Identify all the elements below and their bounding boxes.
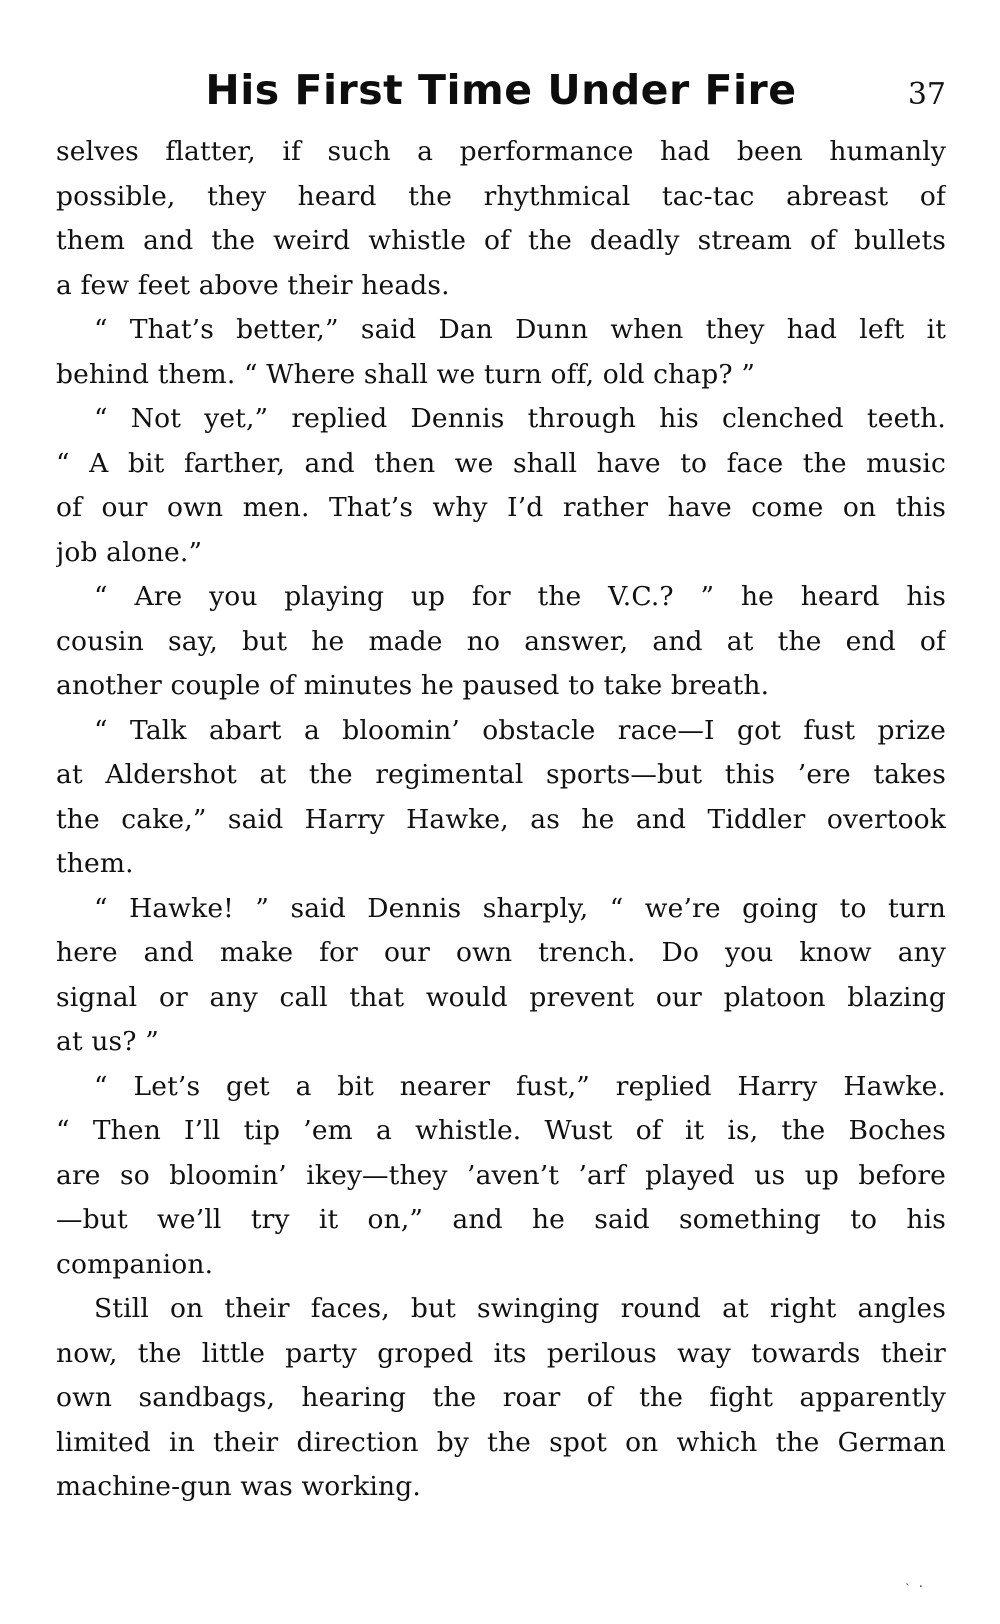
running-title: His First Time Under Fire [205, 66, 797, 114]
running-head [56, 60, 946, 120]
text-line: now, the little party groped its perilous way towards their [56, 1337, 946, 1369]
text-line: possible, they heard the rhythmical tac-tac abreast of [56, 180, 946, 212]
text-line: them. [56, 848, 134, 879]
text-line: another couple of minutes he paused to take breath. [56, 670, 770, 701]
body-text [56, 130, 946, 1510]
text-line: “ Hawke! ” said Dennis sharply, “ we’re going to turn [94, 892, 946, 924]
print-speck: ˴ . [905, 1575, 924, 1591]
text-line: selves flatter, if such a performance had been humanly [56, 136, 946, 167]
text-line: a few feet above their heads. [56, 269, 450, 301]
text-line: —but we’ll try it on,” and he said something to his [56, 1204, 946, 1235]
text-line: here and make for our own trench. Do you know any [56, 937, 946, 968]
text-line: “ That’s better,” said Dan Dunn when they had left it [94, 314, 946, 345]
text-line: the cake,” said Harry Hawke, as he and Tiddler overtook [56, 803, 946, 835]
text-line: Still on their faces, but swinging round at right angles [94, 1293, 946, 1324]
text-line: “ Not yet,” replied Dennis through his clenched teeth. [94, 403, 946, 434]
text-line: of our own men. That’s why I’d rather have come on this [56, 492, 946, 523]
text-line: are so bloomin’ ikey—they ’aven’t ’arf played us up before [56, 1159, 946, 1191]
text-line: companion. [56, 1248, 214, 1280]
text-line: “ Let’s get a bit nearer fust,” replied Harry Hawke. [94, 1070, 946, 1102]
text-line: “ Are you playing up for the V.C.? ” he heard his [94, 581, 946, 612]
text-line: “ A bit farther, and then we shall have to face the music [56, 447, 946, 479]
text-line: “ Then I’ll tip ’em a whistle. Wust of it is, the Boches [56, 1115, 946, 1146]
text-line: own sandbags, hearing the roar of the fight apparently [56, 1382, 946, 1413]
text-line: signal or any call that would prevent our platoon blazing [56, 981, 946, 1013]
text-line: cousin say, but he made no answer, and at the end of [56, 625, 946, 657]
text-line: them and the weird whistle of the deadly stream of bullets [56, 225, 946, 256]
text-line: job alone.” [56, 536, 203, 568]
text-line: at us? ” [56, 1026, 159, 1057]
page-number: 37 [907, 77, 946, 112]
text-line: “ Talk abart a bloomin’ obstacle race—I got fust prize [94, 714, 946, 746]
text-line: at Aldershot at the regimental sports—but this ’ere takes [56, 759, 946, 790]
text-line: machine-gun was working. [56, 1471, 421, 1502]
text-line: behind them. “ Where shall we turn off, old chap? ” [56, 358, 756, 390]
text-line: limited in their direction by the spot on which the German [56, 1426, 946, 1458]
